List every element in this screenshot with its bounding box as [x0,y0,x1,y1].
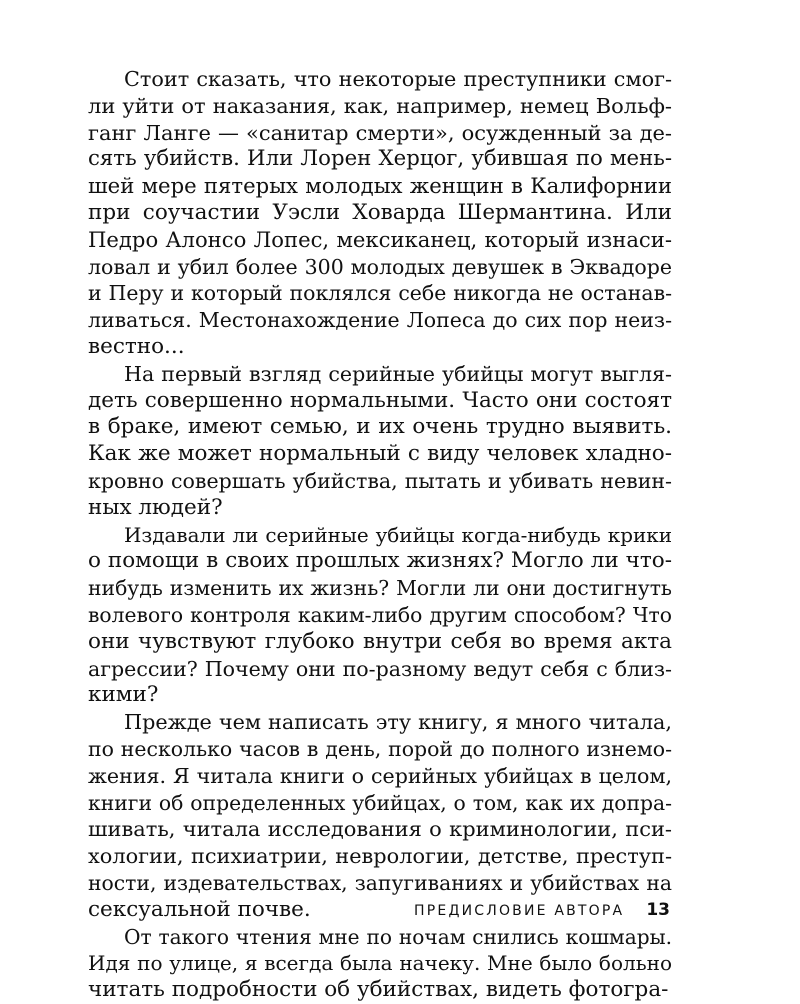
text-line: Стоит сказать, что некоторые преступники смог- [124,67,672,91]
text-line: Педро Алонсо Лопес, мексиканец, который изнаси- [88,226,672,252]
paragraph [88,709,672,923]
text-line: кими? [88,682,159,708]
text-line: жения. Я читала книги о серийных убийцах в целом, [88,763,672,788]
text-line: и Перу и который поклялся себе никогда не останав- [88,281,672,306]
paragraph [88,924,672,1004]
body-text [88,66,672,1004]
text-line: ганг Ланге — «санитар смерти», осужденный за де- [88,120,672,145]
text-line: От такого чтения мне по ночам снились кошмары. [124,924,672,949]
text-line: шей мере пятерых молодых женщин в Калифорнии [88,173,672,199]
text-line: Прежде чем написать эту книгу, я много читала, [124,710,672,735]
text-line: они чувствуют глубоко внутри себя во время акта [88,628,672,654]
text-line: хологии, психиатрии, неврологии, детстве, преступ- [88,844,672,869]
text-line: о помощи в своих прошлых жизнях? Могло ли что- [88,548,672,574]
text-line: Издавали ли серийные убийцы когда-нибудь крики [124,522,672,547]
paragraph [88,66,672,361]
paragraph [88,361,672,522]
text-line: в браке, имеют семью, и их очень трудно выявить. [88,414,672,440]
text-line: по несколько часов в день, порой до полного изнемо- [88,736,672,761]
page-number: 13 [646,900,670,920]
text-line: при соучастии Уэсли Ховарда Шермантина. Или [88,199,672,225]
text-line: шивать, читала исследования о криминологии, пси- [88,817,672,842]
text-line: ловал и убил более 300 молодых девушек в Эквадоре [88,254,672,279]
text-line: книги об определенных убийцах, о том, как их допра- [88,790,672,815]
text-line: вестно... [88,333,185,359]
text-line: волевого контроля каким-либо другим способом? Что [88,602,672,627]
text-line: сексуальной почве. [88,896,311,922]
text-line: ливаться. Местонахождение Лопеса до сих пор неиз- [88,308,672,333]
text-line: агрессии? Почему они по-разному ведут себя с близ- [88,656,672,681]
page-footer [414,900,670,920]
text-line: читать подробности об убийствах, видеть фотогра- [88,977,669,1003]
text-line: ли уйти от наказания, как, например, немец Вольф- [88,93,672,118]
text-line: сять убийств. Или Лорен Херцог, убившая по мень- [88,146,672,172]
text-line: кровно совершать убийства, пытать и убивать невин- [88,468,672,493]
text-line: ных людей? [88,494,223,520]
paragraph [88,522,672,710]
running-head: ПРЕДИСЛОВИЕ АВТОРА [414,903,625,919]
text-line: На первый взгляд серийные убийцы могут выгля- [124,361,672,386]
text-line: Как же может нормальный с виду человек хладно- [88,441,672,467]
text-line: Идя по улице, я всегда была начеку. Мне было больно [88,951,672,976]
text-line: деть совершенно нормальными. Часто они состоят [88,387,672,413]
text-line: ности, издевательствах, запугиваниях и убийствах на [88,870,672,895]
text-line: нибудь изменить их жизнь? Могли ли они достигнуть [88,576,672,601]
